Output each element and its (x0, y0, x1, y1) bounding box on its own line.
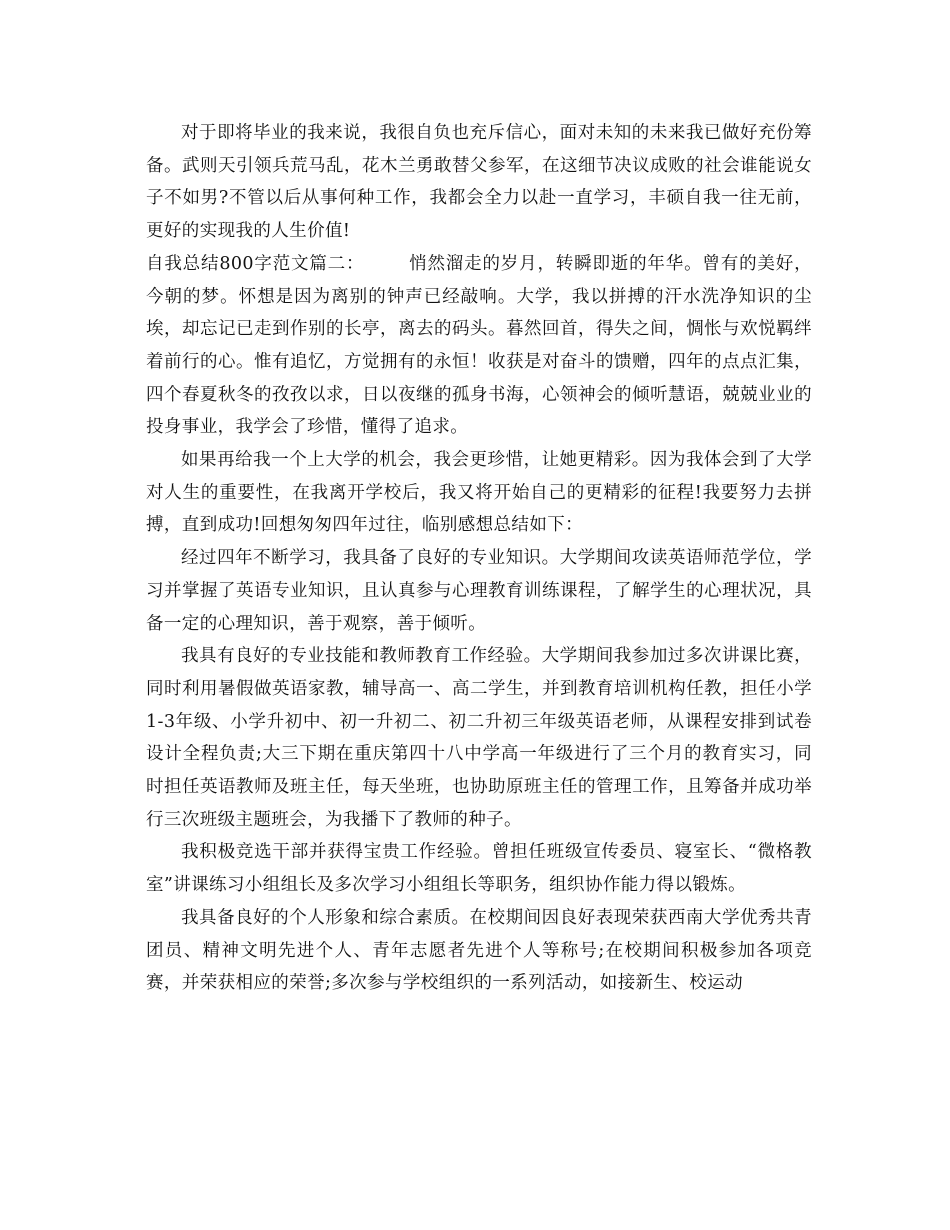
paragraph-closing-statement: 对于即将毕业的我来说，我很自负也充斥信心，面对未知的未来我已做好充份筹备。武则天引领兵荒马乱，花木兰勇敢替父参军，在这细节决议成败的社会谁能说女子不如男?不管以后从事何种工作，我都会全力以赴一直学习，丰硕自我一往无前，更好的实现我的人生价值! (146, 123, 812, 242)
paragraph-teaching-experience: 我具有良好的专业技能和教师教育工作经验。大学期间我参加过多次讲课比赛，同时利用暑假做英语家教，辅导高一、高二学生，并到教育培训机构任教，担任小学1-3年级、小学升初中、初一升初二、初二升初三年级英语老师，从课程安排到试卷设计全程负责;大三下期在重庆第四十八中学高一年级进行了三个月的教育实习，同时担任英语教师及班主任，每天坐班，也协助原班主任的管理工作，且筹备并成功举行三次班级主题班会，为我播下了教师的种子。 (146, 646, 812, 830)
section-heading: 自我总结800字范文篇二： (146, 253, 365, 274)
section-two-text: 悄然溜走的岁月，转瞬即逝的年华。曾有的美好，今朝的梦。怀想是因为离别的钟声已经敲响。大学，我以拼搏的汗水洗净知识的尘埃，却忘记已走到作别的长亭，离去的码头。暮然回首，得失之间，惆怅与欢悦羁绊着前行的心。惟有追忆，方觉拥有的永恒！收获是对奋斗的馈赠，四年的点点汇集，四个春夏秋冬的孜孜以求，日以夜继的孤身书海，心领神会的倾听慧语，兢兢业业的投身事业，我学会了珍惜，懂得了追求。 (146, 253, 812, 438)
document-body (146, 117, 812, 1000)
paragraph-section-two (146, 248, 812, 444)
paragraph-professional-knowledge: 经过四年不断学习，我具备了良好的专业知识。大学期间攻读英语师范学位，学习并掌握了英语专业知识，且认真参与心理教育训练课程，了解学生的心理状况，具备一定的心理知识，善于观察，善于倾听。 (146, 548, 812, 634)
paragraph-leadership: 我积极竞选干部并获得宝贵工作经验。曾担任班级宣传委员、寝室长、“微格教室”讲课练习小组组长及多次学习小组组长等职务，组织协作能力得以锻炼。 (146, 842, 812, 896)
paragraph-personal-quality: 我具备良好的个人形象和综合素质。在校期间因良好表现荣获西南大学优秀共青团员、精神文明先进个人、青年志愿者先进个人等称号;在校期间积极参加各项竞赛，并荣获相应的荣誉;多次参与学校组织的一系列活动，如接新生、校运动 (146, 907, 812, 994)
paragraph-university-reflection: 如果再给我一个上大学的机会，我会更珍惜，让她更精彩。因为我体会到了大学对人生的重要性，在我离开学校后，我又将开始自己的更精彩的征程!我要努力去拼搏，直到成功!回想匆匆四年过往，临别感想总结如下： (146, 450, 812, 536)
